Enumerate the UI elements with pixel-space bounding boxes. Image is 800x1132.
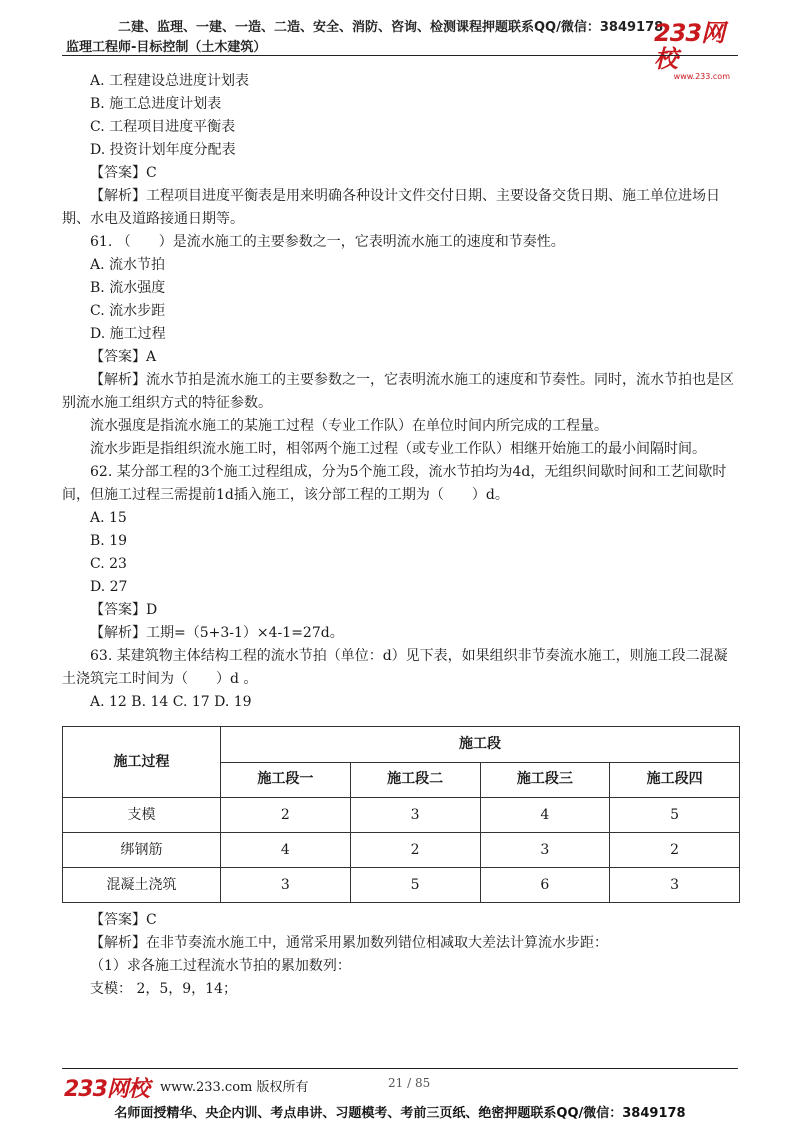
question-blocks [62, 70, 740, 714]
table-cell: 3 [350, 798, 480, 833]
content-line: 【答案】A [90, 349, 157, 365]
content-line: 【解析】工程项目进度平衡表是用来明确各种设计文件交付日期、主要设备交货日期、施工单位进场日期、水电及道路接通日期等。 [62, 188, 720, 227]
content-line: A. 12 B. 14 C. 17 D. 19 [90, 694, 252, 710]
content-line: 流水强度是指流水施工的某施工过程（专业工作队）在单位时间内所完成的工程量。 [90, 418, 608, 434]
brand-logo [654, 19, 736, 81]
footer-logo: 233网校 [64, 1077, 149, 1102]
table-body [63, 798, 740, 903]
logo-text: 233网校 [654, 19, 725, 73]
page-number: 21 / 85 [388, 1076, 431, 1090]
table-row-label: 支模 [63, 798, 221, 833]
content-line: 流水步距是指组织流水施工时，相邻两个施工过程（或专业工作队）相继开始施工的最小间隔时间。 [90, 441, 706, 457]
content-line: A. 15 [90, 510, 127, 526]
answer-blocks [62, 909, 740, 1001]
answer-line: 【解析】在非节奏流水施工中，通常采用累加数列错位相减取大差法计算流水步距： [90, 935, 608, 951]
content-line: 【解析】工期=（5+3-1）×4-1=27d。 [90, 625, 344, 641]
table-cell: 2 [350, 833, 480, 868]
footer-divider [62, 1068, 738, 1069]
logo-url: www.233.com [673, 72, 730, 81]
content-line: D. 27 [90, 579, 128, 595]
table-column-header: 施工段四 [610, 762, 740, 798]
table-cell: 5 [350, 868, 480, 903]
content-line: B. 19 [90, 533, 128, 549]
content-line: D. 施工过程 [90, 326, 166, 342]
table-cell: 6 [480, 868, 610, 903]
table-cell: 3 [610, 868, 740, 903]
content-line: 【答案】C [90, 165, 157, 181]
content-line: C. 工程项目进度平衡表 [90, 119, 236, 135]
table-cell: 4 [480, 798, 610, 833]
content-line: B. 流水强度 [90, 280, 166, 296]
content-line: 【答案】D [90, 602, 158, 618]
table-cell: 4 [221, 833, 351, 868]
content-line: C. 流水步距 [90, 303, 166, 319]
table-row [63, 868, 740, 903]
page-content [62, 70, 740, 1001]
content-line: D. 投资计划年度分配表 [90, 142, 236, 158]
table-column-header: 施工段三 [480, 762, 610, 798]
table-row [63, 798, 740, 833]
table-column-header: 施工段二 [350, 762, 480, 798]
content-line: 【解析】流水节拍是流水施工的主要参数之一，它表明流水施工的速度和节奏性。同时，流水节拍也是区别流水施工组织方式的特征参数。 [62, 372, 734, 411]
table-column-header: 施工段一 [221, 762, 351, 798]
content-line: 61. （ ）是流水施工的主要参数之一，它表明流水施工的速度和节奏性。 [90, 234, 565, 250]
flow-beat-table [62, 726, 740, 903]
table-row-header: 施工过程 [63, 727, 221, 798]
table-cell: 5 [610, 798, 740, 833]
content-line: 63. 某建筑物主体结构工程的流水节拍（单位：d）见下表，如果组织非节奏流水施工，则施工段二混凝土浇筑完工时间为（ ）d 。 [62, 648, 728, 687]
content-line: A. 工程建设总进度计划表 [90, 73, 250, 89]
footer-promo: 名师面授精华、央企内训、考点串讲、习题模考、考前三页纸、绝密押题联系QQ/微信：3849178 [114, 1106, 686, 1121]
header-promo: 二建、监理、一建、一造、二造、安全、消防、咨询、检测课程押题联系QQ/微信：3849178 [118, 20, 664, 35]
table-row-label: 混凝土浇筑 [63, 868, 221, 903]
table-cell: 2 [610, 833, 740, 868]
answer-line: （1）求各施工过程流水节拍的累加数列： [90, 958, 351, 974]
content-line: A. 流水节拍 [90, 257, 166, 273]
content-line: C. 23 [90, 556, 127, 572]
answer-line: 支模： 2，5，9，14； [90, 981, 237, 997]
table-row-label: 绑钢筋 [63, 833, 221, 868]
table-cell: 3 [480, 833, 610, 868]
answer-line: 【答案】C [90, 912, 157, 928]
footer-site: www.233.com 版权所有 [160, 1080, 309, 1095]
document-subtitle: 监理工程师-目标控制（土木建筑） [66, 40, 267, 55]
table-cell: 3 [221, 868, 351, 903]
table-cell: 2 [221, 798, 351, 833]
content-line: 62. 某分部工程的3个施工过程组成，分为5个施工段，流水节拍均为4d，无组织间歇时间和工艺间歇时间，但施工过程三需提前1d插入施工，该分部工程的工期为（ ）d。 [62, 464, 727, 503]
table-group-header: 施工段 [221, 727, 740, 763]
table-row [63, 833, 740, 868]
content-line: B. 施工总进度计划表 [90, 96, 222, 112]
header-divider [62, 55, 738, 56]
